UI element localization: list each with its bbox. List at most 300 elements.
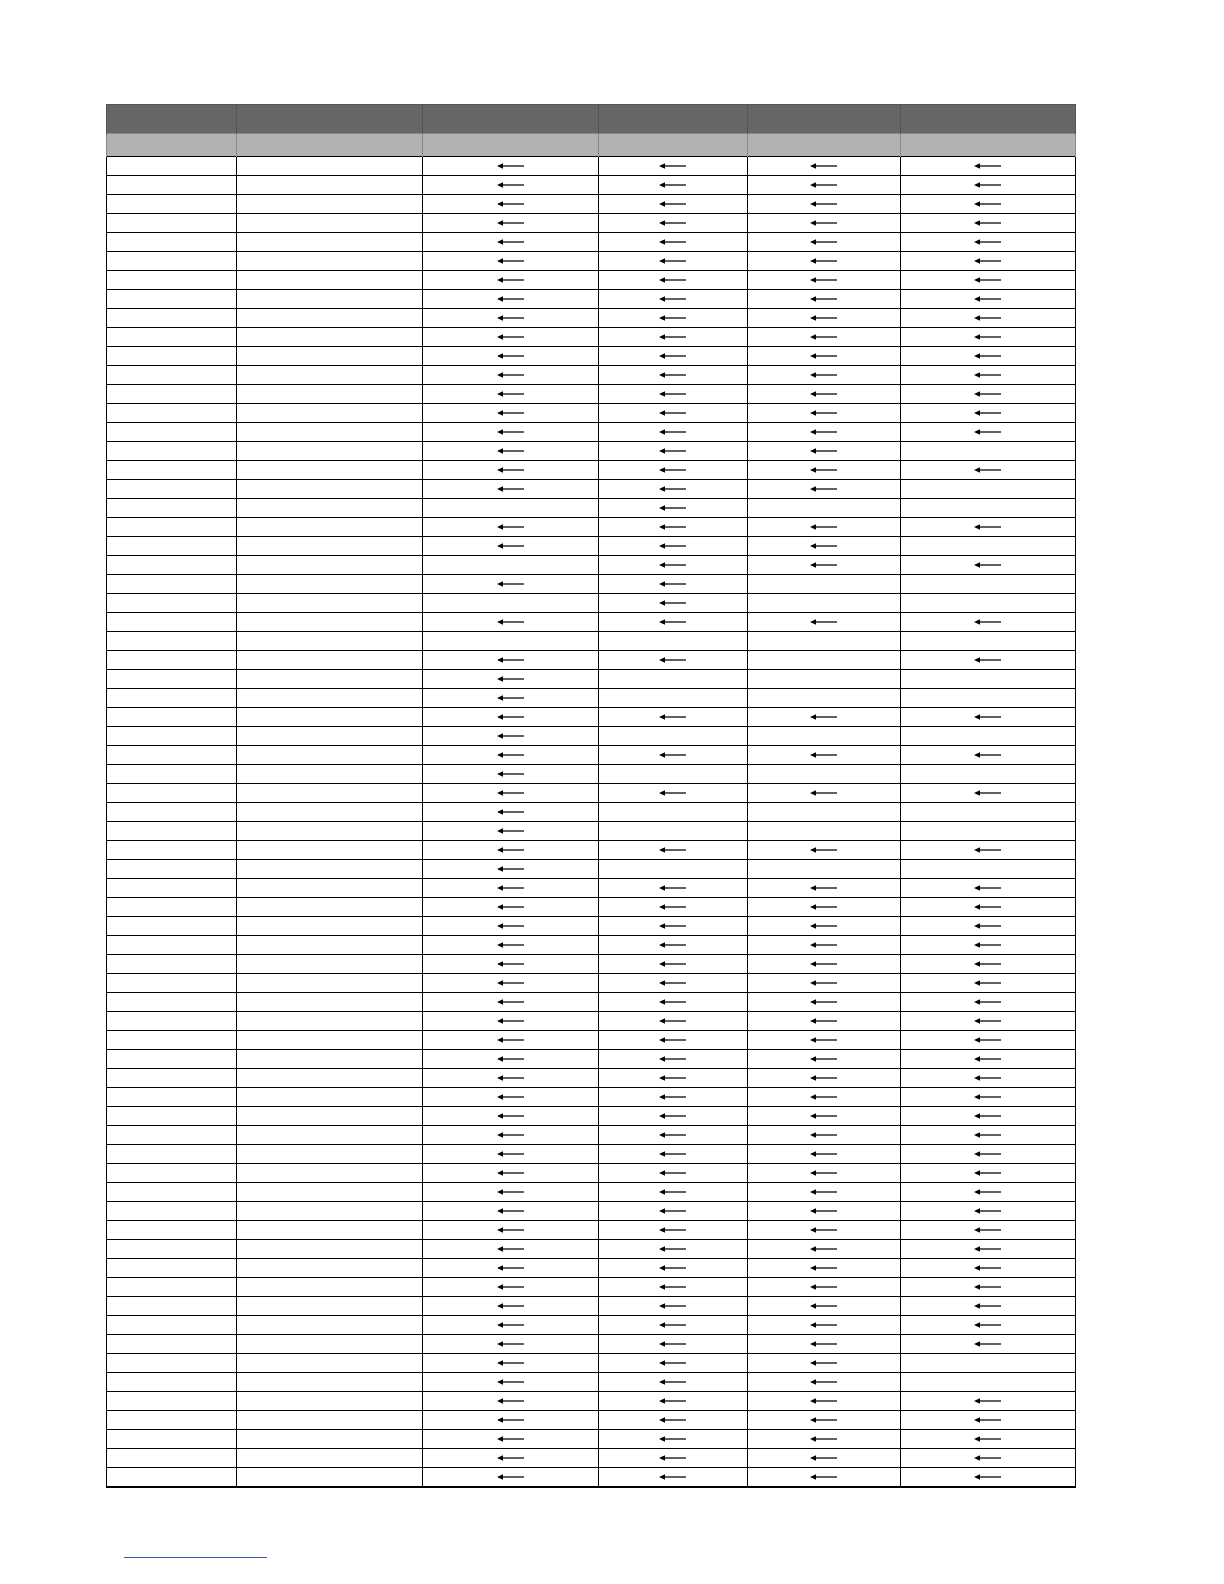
left-arrow-icon [810,1188,838,1196]
left-arrow-icon [810,276,838,284]
left-arrow-icon [659,922,687,930]
table-cell [107,290,237,309]
left-arrow-icon [497,1226,525,1234]
table-row [107,783,1076,802]
table-cell [748,1068,901,1087]
table-row [107,271,1076,290]
table-cell [237,290,423,309]
left-arrow-icon [810,542,838,550]
left-arrow-icon [497,1321,525,1329]
left-arrow-icon [659,1150,687,1158]
table-cell [107,1163,237,1182]
table-cell [107,1087,237,1106]
table-cell [901,290,1076,309]
table-cell [423,1467,599,1487]
table-row [107,1239,1076,1258]
left-arrow-icon [659,1359,687,1367]
table-row [107,1125,1076,1144]
left-arrow-icon [974,181,1002,189]
table-row [107,1467,1076,1487]
table-cell [599,783,748,802]
left-arrow-icon [810,1131,838,1139]
table-cell [237,1467,423,1487]
table-row [107,688,1076,707]
table-cell [901,1315,1076,1334]
left-arrow-icon [974,371,1002,379]
table-cell [599,613,748,632]
table-cell [237,214,423,233]
table-cell [748,1087,901,1106]
table-cell [237,1011,423,1030]
table-cell [748,1334,901,1353]
left-arrow-icon [497,352,525,360]
table-cell [748,1239,901,1258]
table-cell [748,707,901,726]
table-cell [423,1258,599,1277]
left-arrow-icon [810,162,838,170]
left-arrow-icon [497,656,525,664]
table-row [107,1011,1076,1030]
table-cell [901,821,1076,840]
table-cell [237,1125,423,1144]
left-arrow-icon [974,390,1002,398]
table-row [107,328,1076,347]
table-cell [237,1258,423,1277]
table-row [107,878,1076,897]
left-arrow-icon [810,485,838,493]
table-cell [107,309,237,328]
left-arrow-icon [659,447,687,455]
table-cell [107,745,237,764]
table-cell [107,992,237,1011]
table-cell [748,1030,901,1049]
left-arrow-icon [974,1321,1002,1329]
table-cell [107,556,237,575]
left-arrow-icon [659,181,687,189]
table-cell [599,1163,748,1182]
table-cell [748,1106,901,1125]
table-cell [901,1220,1076,1239]
table-cell [237,480,423,499]
table-cell [423,499,599,518]
table-row [107,214,1076,233]
table-cell [901,764,1076,783]
table-cell [423,214,599,233]
left-arrow-icon [497,960,525,968]
table-row [107,347,1076,366]
left-arrow-icon [497,371,525,379]
table-cell [901,1125,1076,1144]
table-cell [107,176,237,195]
table-row [107,1220,1076,1239]
table-cell [423,1296,599,1315]
table-cell [748,897,901,916]
left-arrow-icon [659,561,687,569]
table-cell [748,1220,901,1239]
table-cell [599,1296,748,1315]
table-cell [423,480,599,499]
table-cell [237,1144,423,1163]
table-cell [748,214,901,233]
table-cell [599,480,748,499]
left-arrow-icon [659,1454,687,1462]
table-cell [599,518,748,537]
table-row [107,1144,1076,1163]
table-cell [599,897,748,916]
table-cell [599,954,748,973]
table-row [107,935,1076,954]
table-cell [237,1163,423,1182]
table-cell [901,726,1076,745]
table-cell [901,707,1076,726]
table-cell [599,1334,748,1353]
table-cell [237,252,423,271]
table-row [107,1448,1076,1467]
table-row [107,707,1076,726]
left-arrow-icon [497,276,525,284]
table-row [107,632,1076,651]
left-arrow-icon [974,979,1002,987]
table-cell [237,1334,423,1353]
left-arrow-icon [810,618,838,626]
left-arrow-icon [659,1245,687,1253]
table-cell [107,859,237,878]
left-arrow-icon [659,162,687,170]
table-cell [599,214,748,233]
table-cell [423,916,599,935]
table-row [107,1068,1076,1087]
table-row [107,575,1076,594]
left-arrow-icon [659,276,687,284]
table-cell [748,1277,901,1296]
table-row [107,1182,1076,1201]
table-cell [423,632,599,651]
table-cell [237,707,423,726]
table-cell [423,1011,599,1030]
table-cell [599,157,748,176]
table-cell [107,328,237,347]
table-row [107,650,1076,669]
table-cell [237,594,423,613]
left-arrow-icon [810,257,838,265]
left-arrow-icon [974,295,1002,303]
table-cell [748,745,901,764]
table-cell [599,992,748,1011]
left-arrow-icon [497,1074,525,1082]
table-cell [599,537,748,556]
left-arrow-icon [659,599,687,607]
left-arrow-icon [497,903,525,911]
left-arrow-icon [974,1340,1002,1348]
left-arrow-icon [497,1359,525,1367]
left-arrow-icon [810,295,838,303]
table-cell [107,252,237,271]
left-arrow-icon [497,219,525,227]
left-arrow-icon [497,1017,525,1025]
table-cell [748,404,901,423]
table-cell [748,499,901,518]
table-cell [599,973,748,992]
left-arrow-icon [497,1245,525,1253]
table-cell [423,935,599,954]
subheader-cell [423,134,599,157]
left-arrow-icon [810,352,838,360]
table-cell [107,480,237,499]
table-row [107,309,1076,328]
table-row [107,1106,1076,1125]
left-arrow-icon [659,713,687,721]
table-cell [748,442,901,461]
left-arrow-icon [659,1207,687,1215]
left-arrow-icon [974,1036,1002,1044]
table-row [107,840,1076,859]
left-arrow-icon [497,1036,525,1044]
table-cell [107,1125,237,1144]
table-cell [237,632,423,651]
table-cell [901,1296,1076,1315]
table-cell [599,499,748,518]
left-arrow-icon [810,447,838,455]
left-arrow-icon [497,1055,525,1063]
table-cell [748,1353,901,1372]
left-arrow-icon [810,922,838,930]
table-cell [599,802,748,821]
footer-link-underline [124,1557,267,1558]
left-arrow-icon [659,1188,687,1196]
table-cell [901,347,1076,366]
table-cell [748,347,901,366]
table-cell [107,404,237,423]
left-arrow-icon [497,409,525,417]
table-cell [901,632,1076,651]
left-arrow-icon [659,618,687,626]
table-row [107,726,1076,745]
table-cell [599,1220,748,1239]
table-cell [599,632,748,651]
table-cell [901,328,1076,347]
left-arrow-icon [810,561,838,569]
table-cell [599,1391,748,1410]
left-arrow-icon [659,1473,687,1481]
table-cell [237,878,423,897]
table-cell [423,347,599,366]
left-arrow-icon [497,998,525,1006]
left-arrow-icon [497,181,525,189]
table-cell [107,1315,237,1334]
left-arrow-icon [497,257,525,265]
table-cell [748,1372,901,1391]
left-arrow-icon [810,1359,838,1367]
left-arrow-icon [659,960,687,968]
left-arrow-icon [974,713,1002,721]
left-arrow-icon [974,1283,1002,1291]
left-arrow-icon [974,352,1002,360]
left-arrow-icon [974,884,1002,892]
table-cell [423,1087,599,1106]
left-arrow-icon [497,200,525,208]
left-arrow-icon [659,1340,687,1348]
table-cell [599,1277,748,1296]
left-arrow-icon [810,1473,838,1481]
table-cell [901,1201,1076,1220]
table-cell [423,726,599,745]
table-cell [901,783,1076,802]
table-cell [107,214,237,233]
left-arrow-icon [497,941,525,949]
table-cell [599,916,748,935]
left-arrow-icon [659,1397,687,1405]
table-cell [107,688,237,707]
table-cell [901,176,1076,195]
table-cell [107,1258,237,1277]
table-cell [237,1372,423,1391]
table-cell [748,1448,901,1467]
table-cell [901,669,1076,688]
table-cell [107,575,237,594]
table-cell [423,1163,599,1182]
left-arrow-icon [810,960,838,968]
table-row [107,1049,1076,1068]
table-cell [237,195,423,214]
table-cell [748,1049,901,1068]
left-arrow-icon [659,941,687,949]
left-arrow-icon [810,200,838,208]
left-arrow-icon [497,295,525,303]
table-cell [423,252,599,271]
left-arrow-icon [497,884,525,892]
table-cell [423,650,599,669]
table-cell [748,385,901,404]
table-cell [237,1353,423,1372]
table-cell [901,1372,1076,1391]
table-cell [901,385,1076,404]
table-row [107,1334,1076,1353]
table-cell [599,1106,748,1125]
left-arrow-icon [659,485,687,493]
table-row [107,1353,1076,1372]
left-arrow-icon [974,314,1002,322]
table-cell [599,878,748,897]
left-arrow-icon [974,1207,1002,1215]
table-cell [423,1429,599,1448]
table-cell [599,1353,748,1372]
table-cell [901,423,1076,442]
table-cell [237,935,423,954]
table-cell [901,1239,1076,1258]
left-arrow-icon [497,1302,525,1310]
left-arrow-icon [974,276,1002,284]
table-cell [107,1144,237,1163]
table-cell [237,176,423,195]
table-cell [107,802,237,821]
table-cell [423,1182,599,1201]
table-row [107,897,1076,916]
left-arrow-icon [810,1435,838,1443]
left-arrow-icon [659,1378,687,1386]
table-cell [107,973,237,992]
table-cell [107,632,237,651]
table-cell [423,1201,599,1220]
table-cell [901,195,1076,214]
table-cell [423,1334,599,1353]
table-cell [901,840,1076,859]
table-cell [599,688,748,707]
table-cell [107,1182,237,1201]
table-cell [423,594,599,613]
table-cell [599,290,748,309]
table-cell [748,176,901,195]
left-arrow-icon [659,295,687,303]
table-cell [107,1448,237,1467]
left-arrow-icon [810,979,838,987]
table-cell [237,992,423,1011]
left-arrow-icon [810,751,838,759]
table-cell [423,1125,599,1144]
table-cell [748,328,901,347]
header-cell [599,105,748,134]
table-cell [107,1030,237,1049]
table-row [107,764,1076,783]
left-arrow-icon [974,1188,1002,1196]
left-arrow-icon [497,1435,525,1443]
table-cell [748,688,901,707]
left-arrow-icon [810,428,838,436]
table-row [107,821,1076,840]
table-cell [901,499,1076,518]
table-row [107,423,1076,442]
table-cell [423,233,599,252]
left-arrow-icon [497,1150,525,1158]
left-arrow-icon [974,1245,1002,1253]
left-arrow-icon [659,352,687,360]
table-row [107,1391,1076,1410]
table-cell [748,518,901,537]
left-arrow-icon [810,409,838,417]
table-cell [237,745,423,764]
table-cell [107,954,237,973]
table-cell [599,745,748,764]
header-cell [748,105,901,134]
table-cell [107,821,237,840]
table-cell [748,726,901,745]
table-cell [901,1068,1076,1087]
table-cell [423,1353,599,1372]
left-arrow-icon [974,1112,1002,1120]
table-cell [748,821,901,840]
left-arrow-icon [974,409,1002,417]
table-cell [237,613,423,632]
table-cell [237,1182,423,1201]
table-cell [599,1068,748,1087]
table-cell [599,1030,748,1049]
table-cell [599,707,748,726]
left-arrow-icon [974,998,1002,1006]
left-arrow-icon [810,1169,838,1177]
table-cell [901,973,1076,992]
table-cell [748,650,901,669]
table-cell [107,1334,237,1353]
left-arrow-icon [497,1378,525,1386]
table-cell [748,594,901,613]
table-cell [107,783,237,802]
left-arrow-icon [497,162,525,170]
left-arrow-icon [497,1397,525,1405]
table-cell [599,1372,748,1391]
table-row [107,973,1076,992]
table-cell [423,1106,599,1125]
left-arrow-icon [659,1074,687,1082]
table-cell [423,537,599,556]
